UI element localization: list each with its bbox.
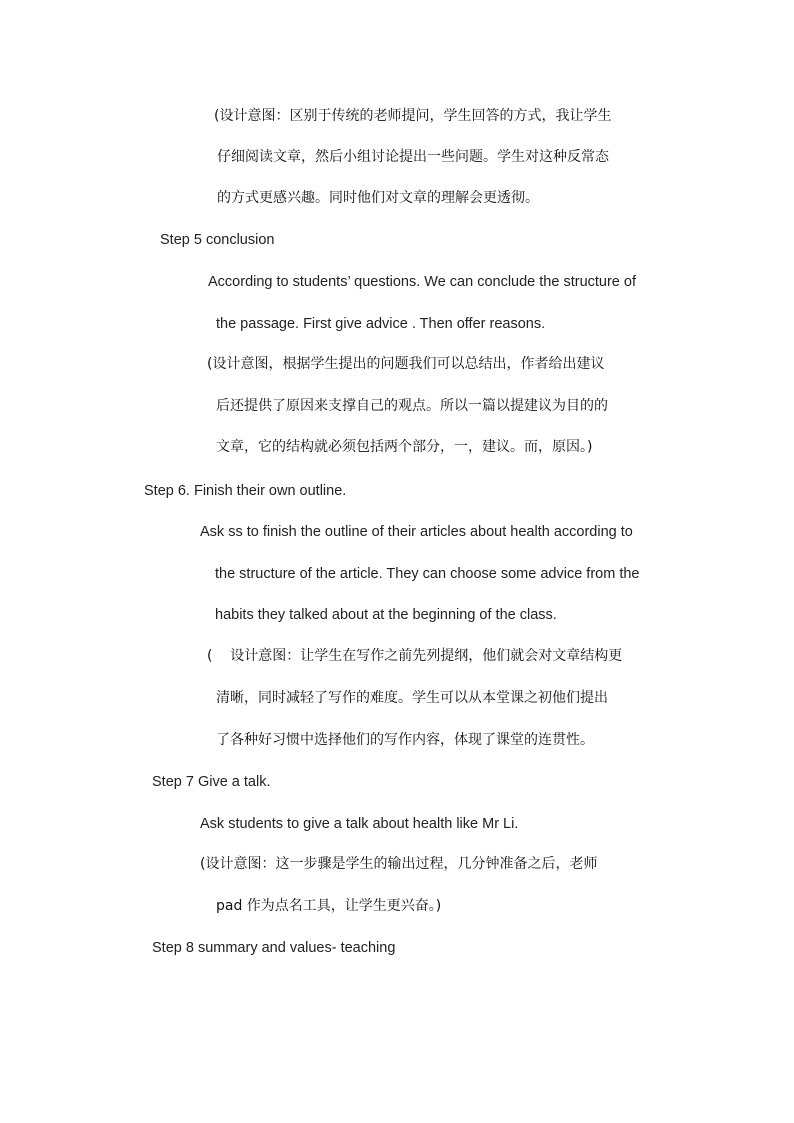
step5-body-line-2: the passage. First give advice . Then offer reasons. [216,316,546,332]
step6-body-line-1: Ask ss to finish the outline of their articles about health according to [200,524,633,540]
step5-body-line-1: According to students’ questions. We can conclude the structure of [208,274,636,290]
step6-body-line-3: habits they talked about at the beginning of the class. [215,607,557,623]
step7-note-line-2: pad 作为点名工具，让学生更兴奋。) [216,898,442,914]
step4-note-line-1: (设计意图：区别于传统的老师提问，学生回答的方式，我让学生 [214,108,612,124]
step6-heading: Step 6. Finish their own outline. [144,483,347,499]
step5-note-line-2: 后还提供了原因来支撑自己的观点。所以一篇以提建议为目的的 [216,398,608,414]
step5-note-line-1: (设计意图，根据学生提出的问题我们可以总结出，作者给出建议 [207,356,605,372]
step5-heading: Step 5 conclusion [160,232,275,248]
step6-note-line-3: 了各种好习惯中选择他们的写作内容，体现了课堂的连贯性。 [216,732,594,748]
step8-heading: Step 8 summary and values- teaching [152,940,396,956]
step7-heading: Step 7 Give a talk. [152,774,271,790]
step6-note-line-1: ( 设计意图：让学生在写作之前先列提纲，他们就会对文章结构更 [207,648,623,664]
step7-body-line-1: Ask students to give a talk about health like Mr Li. [200,816,519,832]
step6-body-line-2: the structure of the article. They can choose some advice from the [215,566,640,582]
step6-note-line-2: 清晰，同时减轻了写作的难度。学生可以从本堂课之初他们提出 [216,690,608,706]
step7-note-line-1: (设计意图：这一步骤是学生的输出过程，几分钟准备之后，老师 [200,856,598,872]
step4-note-line-3: 的方式更感兴趣。同时他们对文章的理解会更透彻。 [217,190,539,206]
step5-note-line-3: 文章，它的结构就必须包括两个部分，一，建议。而，原因。) [216,439,593,455]
step4-note-line-2: 仔细阅读文章，然后小组讨论提出一些问题。学生对这种反常态 [217,149,609,165]
